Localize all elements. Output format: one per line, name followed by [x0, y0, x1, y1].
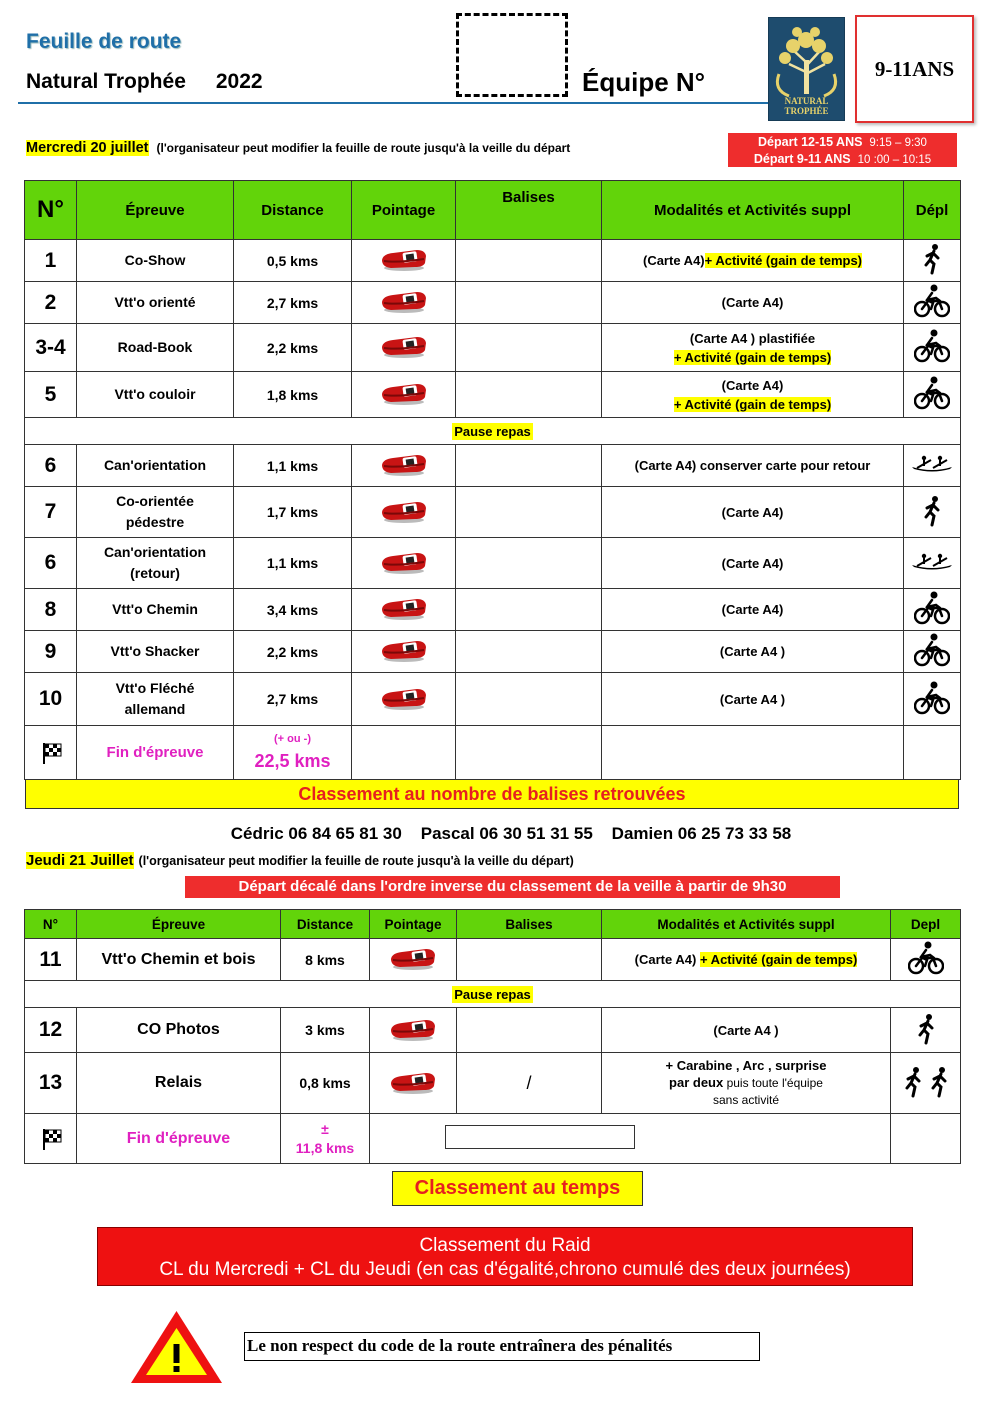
row-depl — [904, 324, 961, 372]
punch-chip-icon — [379, 380, 429, 409]
cyclist-icon — [914, 376, 950, 413]
day2-finish-total: 11,8 kms — [295, 1140, 355, 1156]
row-distance: 0,5 kms — [234, 240, 352, 282]
day1-finish-total-cell — [234, 726, 352, 780]
modalite-line2-rest: puis toute l'équipe — [723, 1076, 823, 1090]
punch-chip-icon — [379, 498, 429, 527]
day2-ranking-banner: Classement au temps — [392, 1171, 643, 1206]
table-row — [25, 282, 961, 324]
modalite-line3: sans activité — [712, 1093, 780, 1107]
warning-triangle-icon — [128, 1308, 225, 1386]
start-2-label: Départ 9-11 ANS — [753, 152, 851, 166]
row-modalites — [602, 372, 904, 418]
row-depl — [904, 487, 961, 538]
col-header-epreuve: Épreuve — [77, 181, 234, 240]
punch-chip-icon — [379, 451, 429, 480]
row-balises[interactable] — [456, 673, 602, 726]
logo-text-line2: TROPHÉE — [784, 106, 829, 116]
col2-header-depl: Depl — [891, 910, 961, 939]
event-title — [26, 70, 263, 94]
natural-trophee-logo — [768, 17, 845, 121]
day2-date: Jeudi 21 Juillet — [26, 852, 134, 869]
day1-ranking-banner: Classement au nombre de balises retrouvées — [25, 779, 959, 809]
modalite-activity: + Activité (gain de temps) — [673, 349, 832, 365]
row-epreuve: Can'orientation (retour) — [77, 538, 234, 589]
row-depl — [904, 282, 961, 324]
modalite-main: (Carte A4 ) — [719, 691, 786, 707]
col2-header-distance: Distance — [281, 910, 370, 939]
row-depl — [904, 673, 961, 726]
row-balises[interactable] — [457, 1008, 602, 1053]
day1-line — [26, 140, 570, 156]
modalite-main: (Carte A4) — [721, 295, 784, 310]
row-epreuve: Vtt'o Chemin — [77, 589, 234, 631]
sheet-title: Feuille de route — [26, 30, 182, 53]
row-num: 6 — [25, 445, 77, 487]
row-epreuve: Vtt'o Fléché allemand — [77, 673, 234, 726]
row-pointage — [352, 324, 456, 372]
row-epreuve: Vtt'o Chemin et bois — [77, 939, 281, 981]
canoe-icon — [911, 552, 953, 575]
table-row — [25, 324, 961, 372]
table-row — [25, 1053, 961, 1114]
team-number-box[interactable] — [456, 13, 568, 97]
table-row — [25, 939, 961, 981]
cyclist-icon — [908, 941, 944, 978]
day2-start-note: Départ décalé dans l'ordre inverse du classement de la veille à partir de 9h30 — [185, 876, 840, 898]
row-num: 2 — [25, 282, 77, 324]
row-epreuve: Relais — [77, 1053, 281, 1114]
day1-start-times — [728, 133, 957, 167]
row-pointage — [370, 939, 457, 981]
row-epreuve: CO Photos — [77, 1008, 281, 1053]
row-num: 12 — [25, 1008, 77, 1053]
day2-time-entry-box[interactable] — [445, 1125, 635, 1149]
punch-chip-icon — [388, 1069, 438, 1098]
row-distance: 2,7 kms — [234, 282, 352, 324]
start-1-label: Départ 12-15 ANS — [758, 135, 863, 149]
cyclist-icon — [914, 633, 950, 670]
row-modalites — [602, 939, 891, 981]
row-pointage — [352, 631, 456, 673]
row-modalites — [602, 487, 904, 538]
col2-header-pointage: Pointage — [370, 910, 457, 939]
modalite-main: (Carte A4) — [642, 253, 705, 268]
day2-header-row — [25, 910, 961, 939]
row-num: 13 — [25, 1053, 77, 1114]
day1-header-row — [25, 181, 961, 240]
modalite-main: (Carte A4) — [721, 377, 784, 393]
row-epreuve: Vtt'o couloir — [77, 372, 234, 418]
row-pointage — [370, 1053, 457, 1114]
cyclist-icon — [914, 329, 950, 366]
row-pointage — [370, 1008, 457, 1053]
col2-header-balises: Balises — [457, 910, 602, 939]
row-pointage — [352, 240, 456, 282]
row-num: 6 — [25, 538, 77, 589]
table-row — [25, 1008, 961, 1053]
modalite-activity: + Activité (gain de temps) — [699, 952, 858, 967]
table-row — [25, 372, 961, 418]
table-row — [25, 538, 961, 589]
row-distance: 1,8 kms — [234, 372, 352, 418]
modalite-activity: + Activité (gain de temps) — [704, 253, 862, 268]
modalite-line1: + Carabine , Arc , surprise — [665, 1058, 827, 1073]
row-epreuve: Can'orientation — [77, 445, 234, 487]
row-modalites — [602, 445, 904, 487]
col2-header-modalites: Modalités et Activités suppl — [602, 910, 891, 939]
row-balises[interactable] — [456, 282, 602, 324]
row-depl — [904, 372, 961, 418]
row-distance: 2,7 kms — [234, 673, 352, 726]
row-depl — [904, 240, 961, 282]
row-epreuve: Vtt'o orienté — [77, 282, 234, 324]
two-runners-icon — [902, 1066, 950, 1101]
col-header-num: N° — [25, 181, 77, 240]
row-modalites — [602, 282, 904, 324]
row-modalites — [602, 240, 904, 282]
row-distance: 8 kms — [281, 939, 370, 981]
day2-finish-label: Fin d'épreuve — [77, 1114, 281, 1164]
row-epreuve: Co-orientée pédestre — [77, 487, 234, 538]
pause-row — [25, 418, 961, 445]
row-depl — [891, 939, 961, 981]
row-num: 5 — [25, 372, 77, 418]
day1-finish-note: (+ ou -) — [274, 733, 311, 745]
runner-icon — [921, 243, 943, 278]
row-distance: 3 kms — [281, 1008, 370, 1053]
pause-label: Pause repas — [454, 424, 531, 439]
col-header-balises: Balises — [456, 181, 602, 240]
table-row — [25, 631, 961, 673]
header-divider — [18, 102, 770, 104]
row-pointage — [352, 282, 456, 324]
modalite-main: (Carte A4) — [634, 952, 697, 967]
row-pointage — [352, 445, 456, 487]
punch-chip-icon — [379, 549, 429, 578]
pause-label: Pause repas — [454, 987, 531, 1002]
row-balises[interactable] — [456, 487, 602, 538]
row-modalites — [602, 631, 904, 673]
row-epreuve: Co-Show — [77, 240, 234, 282]
row-balises[interactable] — [456, 372, 602, 418]
row-num: 10 — [25, 673, 77, 726]
modalite-main: (Carte A4) — [721, 602, 784, 617]
contacts-line: Cédric 06 84 65 81 30 Pascal 06 30 51 31 55 Damien 06 25 73 33 58 — [230, 824, 792, 843]
row-epreuve: Vtt'o Shacker — [77, 631, 234, 673]
col-header-distance: Distance — [234, 181, 352, 240]
day2-finish-sym: ± — [321, 1121, 329, 1137]
day1-date: Mercredi 20 juillet — [26, 140, 149, 156]
table-row — [25, 240, 961, 282]
row-modalites — [602, 538, 904, 589]
col-header-modalites: Modalités et Activités suppl — [602, 181, 904, 240]
day1-table — [24, 180, 961, 780]
col-header-pointage: Pointage — [352, 181, 456, 240]
punch-chip-icon — [379, 685, 429, 714]
raid-ranking-title: Classement du Raid — [419, 1235, 591, 1256]
row-depl — [904, 445, 961, 487]
row-distance: 3,4 kms — [234, 589, 352, 631]
row-balises[interactable] — [456, 240, 602, 282]
row-pointage — [352, 673, 456, 726]
row-modalites — [602, 673, 904, 726]
row-distance: 2,2 kms — [234, 631, 352, 673]
row-distance: 1,1 kms — [234, 445, 352, 487]
start-2-time: 10 :00 – 10:15 — [857, 154, 932, 166]
day2-line — [26, 852, 574, 869]
row-balises[interactable] — [456, 589, 602, 631]
day2-finish-row — [25, 1114, 961, 1164]
row-depl — [891, 1008, 961, 1053]
day2-note: (l'organisateur peut modifier la feuille de route jusqu'à la veille du départ) — [138, 854, 574, 868]
col2-header-num: N° — [25, 910, 77, 939]
modalite-main: (Carte A4 ) — [719, 644, 786, 659]
row-num: 9 — [25, 631, 77, 673]
col-header-depl: Dépl — [904, 181, 961, 240]
row-distance: 1,1 kms — [234, 538, 352, 589]
checkered-flag-icon — [40, 741, 62, 765]
row-modalites — [602, 1053, 891, 1114]
row-num: 1 — [25, 240, 77, 282]
row-depl — [904, 631, 961, 673]
row-balises[interactable] — [456, 538, 602, 589]
row-distance: 2,2 kms — [234, 324, 352, 372]
table-row — [25, 589, 961, 631]
event-year: 2022 — [215, 70, 263, 93]
row-num: 11 — [25, 939, 77, 981]
row-balises[interactable] — [456, 445, 602, 487]
runner-icon — [921, 495, 943, 530]
table-row — [25, 445, 961, 487]
row-balises[interactable]: / — [457, 1053, 602, 1114]
event-name: Natural Trophée — [26, 70, 186, 93]
start-1-time: 9:15 – 9:30 — [869, 137, 927, 149]
row-depl — [904, 538, 961, 589]
row-pointage — [352, 487, 456, 538]
row-modalites — [602, 589, 904, 631]
row-distance: 0,8 kms — [281, 1053, 370, 1114]
punch-chip-icon — [379, 246, 429, 275]
day2-table — [24, 909, 961, 1164]
col2-header-epreuve: Épreuve — [77, 910, 281, 939]
modalite-line2-bold: par deux — [669, 1075, 724, 1090]
day1-finish-row — [25, 726, 961, 780]
cyclist-icon — [914, 591, 950, 628]
modalite-main: (Carte A4) — [721, 555, 784, 571]
runner-icon — [915, 1013, 937, 1048]
row-distance: 1,7 kms — [234, 487, 352, 538]
row-modalites: (Carte A4 ) — [602, 1008, 891, 1053]
modalite-activity: + Activité (gain de temps) — [673, 396, 832, 412]
row-num: 7 — [25, 487, 77, 538]
row-depl — [891, 1053, 961, 1114]
punch-chip-icon — [379, 595, 429, 624]
punch-chip-icon — [379, 333, 429, 362]
canoe-icon — [911, 454, 953, 477]
punch-chip-icon — [388, 1016, 438, 1045]
table-row — [25, 673, 961, 726]
punch-chip-icon — [379, 288, 429, 317]
row-epreuve: Road-Book — [77, 324, 234, 372]
day1-note: (l'organisateur peut modifier la feuille de route jusqu'à la veille du départ — [156, 141, 571, 155]
row-num: 8 — [25, 589, 77, 631]
row-balises[interactable] — [456, 631, 602, 673]
modalite-main: (Carte A4) conserver carte pour retour — [634, 458, 871, 473]
modalite-main: (Carte A4) — [721, 504, 784, 520]
modalite-main: (Carte A4 ) plastifiée — [689, 330, 816, 346]
row-balises[interactable] — [457, 939, 602, 981]
raid-ranking-box — [97, 1227, 913, 1286]
cyclist-icon — [914, 681, 950, 718]
team-label: Équipe N° — [582, 67, 706, 97]
table-row — [25, 487, 961, 538]
row-num: 3-4 — [25, 324, 77, 372]
cyclist-icon — [914, 284, 950, 321]
row-pointage — [352, 589, 456, 631]
punch-chip-icon — [379, 637, 429, 666]
raid-ranking-rule: CL du Mercredi + CL du Jeudi (en cas d'égalité,chrono cumulé des deux journées) — [159, 1259, 851, 1280]
age-group-box: 9-11ANS — [855, 15, 974, 123]
checkered-flag-icon — [40, 1127, 62, 1151]
row-depl — [904, 589, 961, 631]
tree-icon — [769, 20, 844, 100]
row-modalites — [602, 324, 904, 372]
day1-finish-total: 22,5 kms — [254, 751, 331, 771]
punch-chip-icon — [388, 945, 438, 974]
row-pointage — [352, 372, 456, 418]
row-balises[interactable] — [456, 324, 602, 372]
row-pointage — [352, 538, 456, 589]
day1-finish-label: Fin d'épreuve — [77, 726, 234, 780]
logo-text-line1: NATURAL — [784, 96, 829, 106]
traffic-rules-warning: Le non respect du code de la route entraînera des pénalités — [244, 1332, 760, 1361]
day2-finish-total-cell — [281, 1114, 370, 1164]
pause-row — [25, 981, 961, 1008]
